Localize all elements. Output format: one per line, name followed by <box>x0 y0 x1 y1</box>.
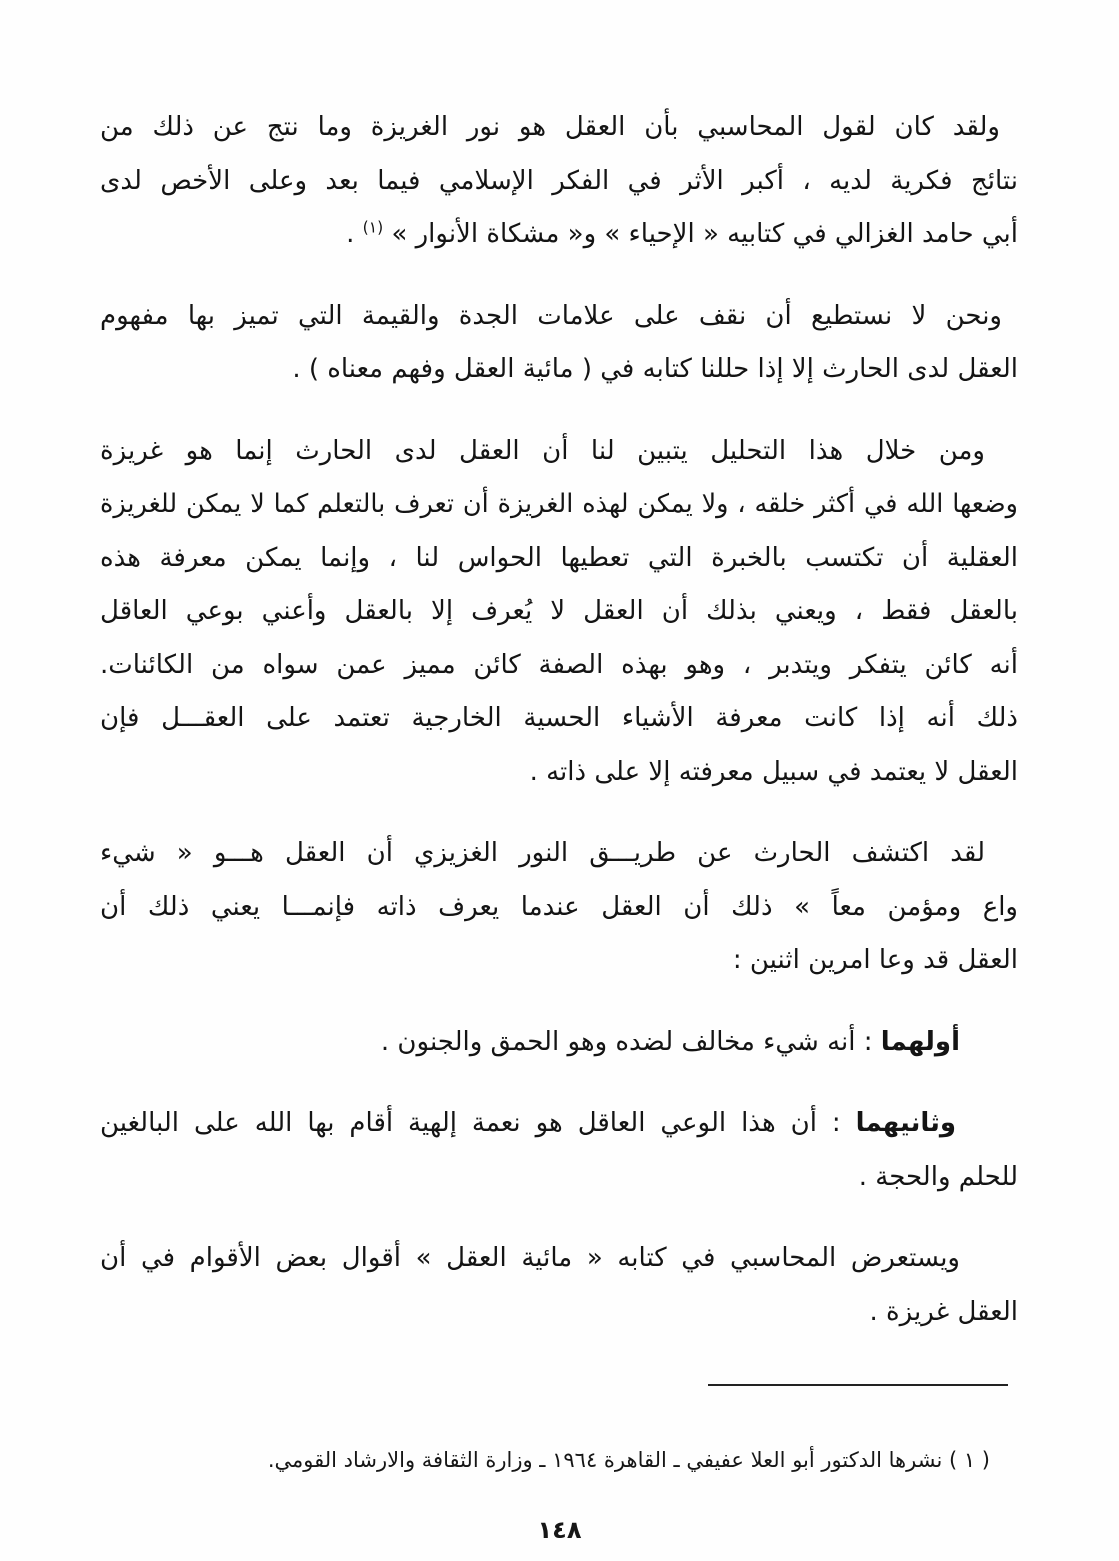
paragraph-4 <box>100 827 1018 988</box>
text-line: للحلم والحجة . <box>858 1161 1018 1192</box>
text-line: ونحن لا نستطيع أن نقف على علامات الجدة والقيمة التي تميز بها مفهوم <box>100 300 1002 331</box>
text-line <box>100 1016 1018 1070</box>
line-text: أبي حامد الغزالي في كتابيه « الإحياء » و« مشكاة الأنوار » <box>391 219 1018 249</box>
line-text: : أنه شيء مخالف لضده وهو الحمق والجنون . <box>380 1026 873 1057</box>
text-line <box>100 208 1018 262</box>
text-line: العقل لا يعتمد في سبيل معرفته إلا على ذاته . <box>529 756 1018 787</box>
page-number: ١٤٨ <box>537 1516 582 1544</box>
footnote-reference: (١) <box>362 218 384 237</box>
text-line: ولقد كان لقول المحاسبي بأن العقل هو نور الغريزة وما نتج عن ذلك من <box>100 112 1000 142</box>
paragraph-3 <box>100 425 1018 800</box>
text-line: العقل قد وعا امرين اثنين : <box>732 945 1018 975</box>
paragraph-7 <box>100 1232 1018 1339</box>
text-line: بالعقل فقط ، ويعني بذلك أن العقل لا يُعرف إلا بالعقل وأعني بوعي العاقل <box>100 596 1018 626</box>
footnote-separator <box>708 1384 1008 1386</box>
text-line: ويستعرض المحاسبي في كتابه « مائية العقل » أقوال بعض الأقوام في أن <box>100 1243 960 1273</box>
point-label: أولهما <box>880 1026 960 1057</box>
text-line: أنه كائن يتفكر ويتدبر ، وهو بهذه الصفة كائن مميز عمن سواه من الكائنات. <box>100 649 1018 680</box>
text-line <box>100 1097 1018 1151</box>
text-line: العقلية أن تكتسب بالخبرة التي تعطيها الحواس لنا ، وإنما يمكن معرفة هذه <box>100 542 1018 573</box>
paragraph-2 <box>100 290 1018 397</box>
text-line: العقل لدى الحارث إلا إذا حللنا كتابه في ( مائية العقل وفهم معناه ) . <box>292 354 1018 384</box>
line-end: . <box>346 219 355 249</box>
paragraph-1 <box>100 101 1018 262</box>
paragraph-5 <box>100 1016 1018 1070</box>
text-line: لقد اكتشف الحارث عن طريـــق النور الغزيزي أن العقل هـــو « شيء <box>100 838 985 868</box>
text-line: واع ومؤمن معاً » ذلك أن العقل عندما يعرف ذاته فإنمـــا يعني ذلك أن <box>100 891 1018 922</box>
text-line: نتائج فكرية لديه ، أكبر الأثر في الفكر الإسلامي فيما بعد وعلى الأخص لدى <box>100 165 1018 196</box>
point-label: وثانيهما <box>855 1108 957 1138</box>
text-line: ذلك أنه إذا كانت معرفة الأشياء الحسية الخارجية تعتمد على العقـــل فإن <box>100 703 1018 733</box>
body-text <box>100 101 1018 1367</box>
text-line: العقل غريزة . <box>869 1296 1018 1327</box>
text-line: وضعها الله في أكثر خلقه ، ولا يمكن لهذه الغريزة أن تعرف بالتعلم كما لا يمكن للغريزة <box>100 489 1018 519</box>
footnote: ( ١ ) نشرها الدكتور أبو العلا عفيفي ـ القاهرة ١٩٦٤ ـ وزارة الثقافة والارشاد القومي. <box>267 1448 990 1472</box>
text-line: ومن خلال هذا التحليل يتبين لنا أن العقل لدى الحارث إنما هو غريزة <box>100 435 985 466</box>
line-text: : أن هذا الوعي العاقل هو نعمة إلهية أقام بها الله على البالغين <box>100 1108 841 1138</box>
paragraph-6 <box>100 1097 1018 1204</box>
